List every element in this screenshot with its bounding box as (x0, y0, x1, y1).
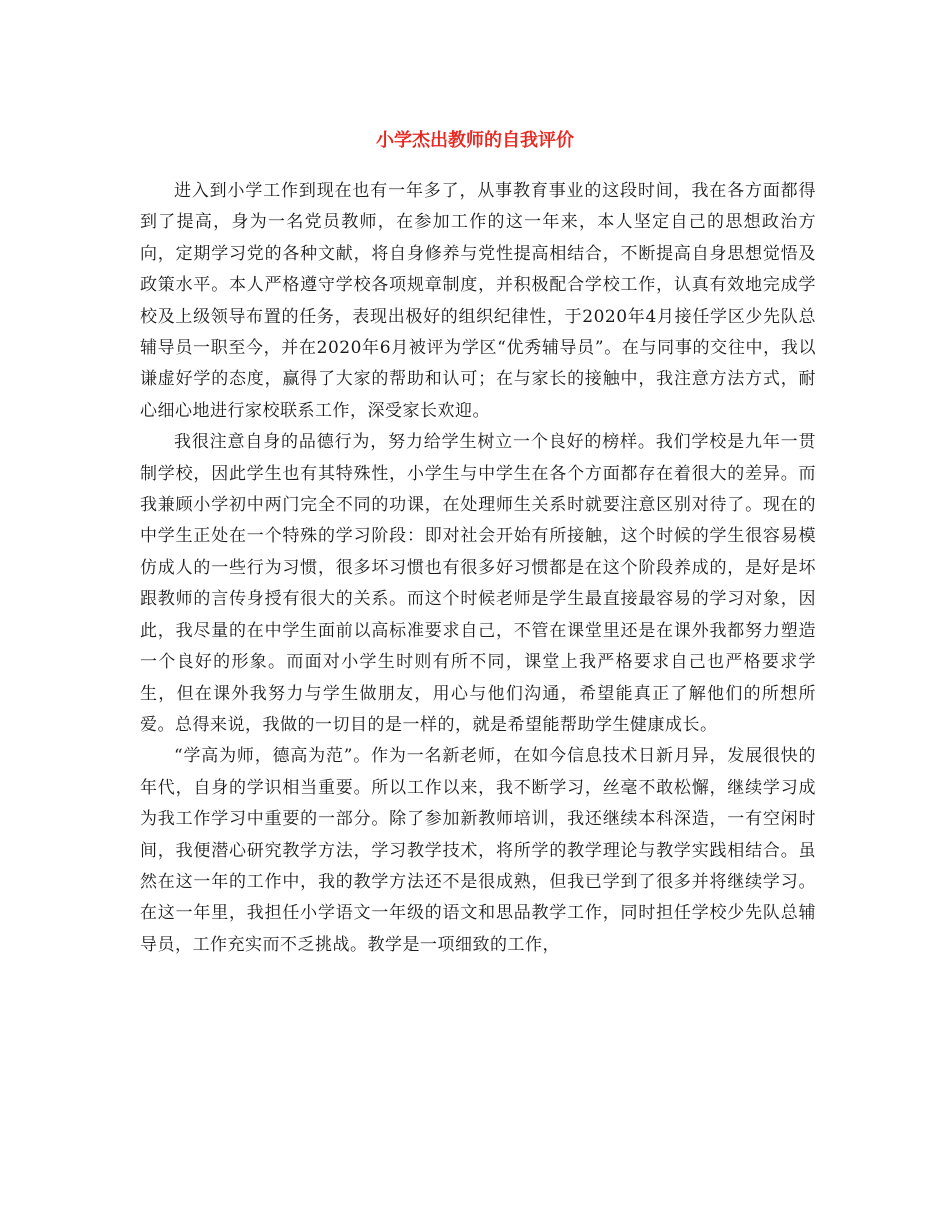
paragraph-3: “学高为师，德高为范”。作为一名新老师，在如今信息技术日新月异，发展很快的年代，自身的学识相当重要。所以工作以来，我不断学习，丝毫不敢松懈，继续学习成为我工作学习中重要的一部分。除了参加新教师培训，我还继续本科深造，一有空闲时间，我便潜心研究教学方法，学习教学技术，将所学的教学理论与教学实践相结合。虽然在这一年的工作中，我的教学方法还不是很成熟，但我已学到了很多并将继续学习。在这一年里，我担任小学语文一年级的语文和思品教学工作，同时担任学校少先队总辅导员，工作充实而不乏挑战。教学是一项细致的工作， (140, 746, 816, 955)
document-title: 小学杰出教师的自我评价 (376, 130, 574, 151)
paragraph-1: 进入到小学工作到现在也有一年多了，从事教育事业的这段时间，我在各方面都得到了提高，身为一名党员教师，在参加工作的这一年来，本人坚定自己的思想政治方向，定期学习党的各种文献，将自身修养与党性提高相结合，不断提高自身思想觉悟及政策水平。本人严格遵守学校各项规章制度，并积极配合学校工作，认真有效地完成学校及上级领导布置的任务，表现出极好的组织纪律性，于2020年4月接任学区少先队总辅导员一职至今，并在2020年6月被评为学区“优秀辅导员”。在与同事的交往中，我以谦虚好学的态度，赢得了大家的帮助和认可；在与家长的接触中，我注意方法方式，耐心细心地进行家校联系工作，深受家长欢迎。 (140, 181, 816, 421)
paragraph-2: 我很注意自身的品德行为，努力给学生树立一个良好的榜样。我们学校是九年一贯制学校，因此学生也有其特殊性，小学生与中学生在各个方面都存在着很大的差异。而我兼顾小学初中两门完全不同的功课，在处理师生关系时就要注意区别对待了。现在的中学生正处在一个特殊的学习阶段：即对社会开始有所接触，这个时候的学生很容易模仿成人的一些行为习惯，很多坏习惯也有很多好习惯都是在这个阶段养成的，是好是坏跟教师的言传身授有很大的关系。而这个时候老师是学生最直接最容易的学习对象，因此，我尽量的在中学生面前以高标准要求自己，不管在课堂里还是在课外我都努力塑造一个良好的形象。而面对小学生时则有所不同，课堂上我严格要求自己也严格要求学生，但在课外我努力与学生做朋友，用心与他们沟通，希望能真正了解他们的所想所爱。总得来说，我做的一切目的是一样的，就是希望能帮助学生健康成长。 (140, 432, 816, 735)
document-body (140, 176, 816, 961)
